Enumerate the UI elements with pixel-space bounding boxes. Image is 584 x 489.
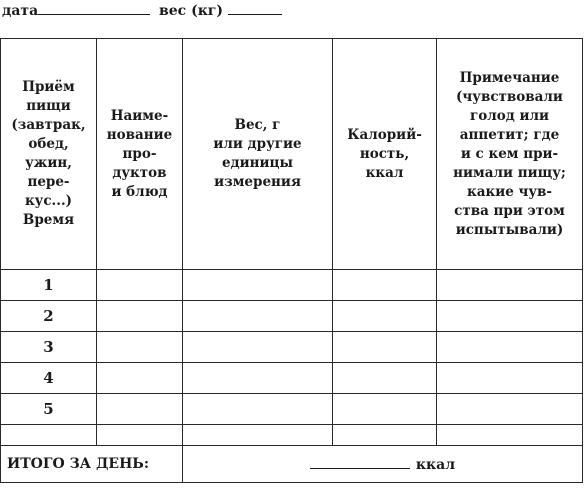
notes-cell[interactable]: [437, 270, 583, 301]
product-cell[interactable]: [97, 363, 183, 394]
header-line: [2, 0, 282, 22]
table-row: [1, 363, 583, 394]
table-row-empty: [1, 425, 583, 446]
product-cell[interactable]: [97, 270, 183, 301]
empty-cell[interactable]: [97, 425, 183, 446]
product-cell[interactable]: [97, 394, 183, 425]
weight-label: вес (кг): [159, 3, 224, 19]
weight-cell[interactable]: [183, 270, 333, 301]
total-value-cell[interactable]: [183, 446, 583, 483]
notes-cell[interactable]: [437, 301, 583, 332]
notes-cell[interactable]: [437, 332, 583, 363]
total-blank[interactable]: [310, 454, 410, 469]
empty-cell[interactable]: [1, 425, 97, 446]
total-unit: ккал: [415, 456, 456, 473]
table-row: [1, 394, 583, 425]
row-number: 2: [1, 301, 97, 332]
total-label: ИТОГО ЗА ДЕНЬ:: [1, 446, 183, 483]
date-label: дата: [2, 3, 39, 19]
notes-cell[interactable]: [437, 394, 583, 425]
calories-cell[interactable]: [333, 332, 437, 363]
column-meal-time: Приём пищи (завтрак, обед, ужин, пере- кус...) Время: [1, 39, 97, 270]
row-number: 4: [1, 363, 97, 394]
table-row: [1, 301, 583, 332]
weight-cell[interactable]: [183, 363, 333, 394]
weight-cell[interactable]: [183, 301, 333, 332]
empty-cell[interactable]: [183, 425, 333, 446]
weight-cell[interactable]: [183, 332, 333, 363]
row-number: 1: [1, 270, 97, 301]
empty-cell[interactable]: [333, 425, 437, 446]
weight-cell[interactable]: [183, 394, 333, 425]
table-row: [1, 332, 583, 363]
product-cell[interactable]: [97, 301, 183, 332]
total-row: [1, 446, 583, 483]
notes-cell[interactable]: [437, 363, 583, 394]
date-blank[interactable]: [38, 0, 150, 15]
table-header-row: [1, 39, 583, 270]
row-number: 5: [1, 394, 97, 425]
calories-cell[interactable]: [333, 301, 437, 332]
empty-cell[interactable]: [437, 425, 583, 446]
calories-cell[interactable]: [333, 363, 437, 394]
calories-cell[interactable]: [333, 394, 437, 425]
column-calories: Калорий- ность, ккал: [333, 39, 437, 270]
column-notes: Примечание (чувствовали голод или аппетит; где и с кем при- нимали пищу; какие чув- ства при этом испытывали): [437, 39, 583, 270]
row-number: 3: [1, 332, 97, 363]
food-diary-table: [0, 38, 583, 483]
calories-cell[interactable]: [333, 270, 437, 301]
weight-blank[interactable]: [228, 0, 282, 15]
column-product-name: Наиме- нование про- дуктов и блюд: [97, 39, 183, 270]
column-weight: Вес, г или другие единицы измерения: [183, 39, 333, 270]
product-cell[interactable]: [97, 332, 183, 363]
table-row: [1, 270, 583, 301]
